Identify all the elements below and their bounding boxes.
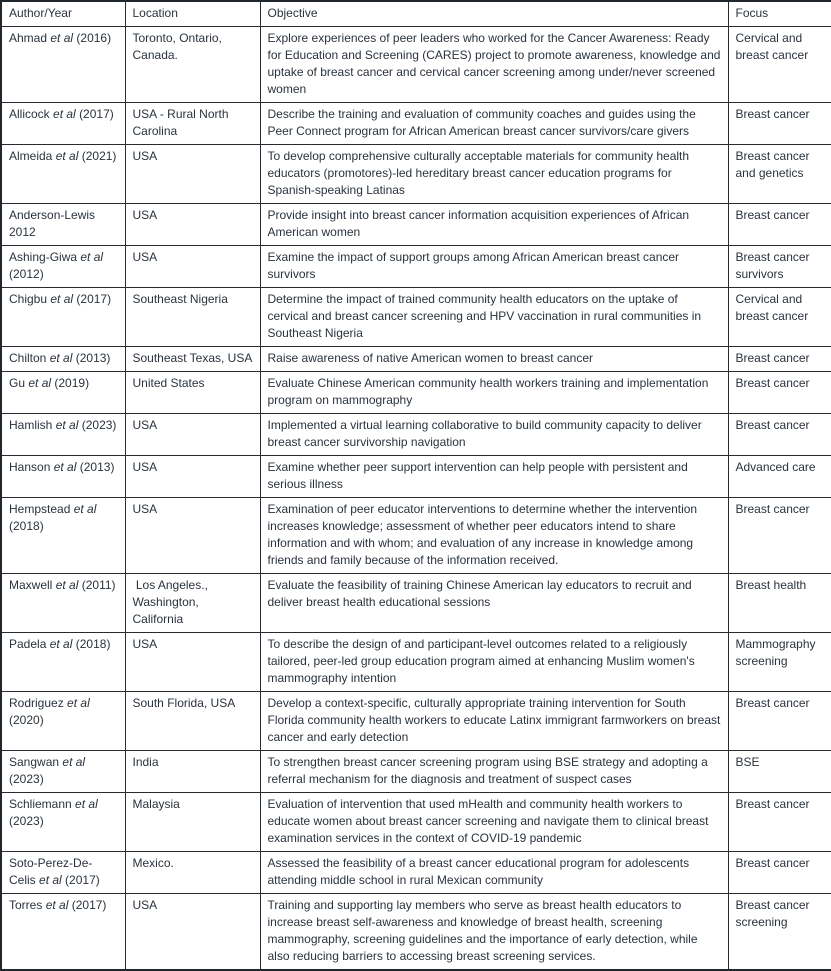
table-row xyxy=(1,246,831,288)
author-name: Hempstead xyxy=(9,502,71,516)
cell-objective: Raise awareness of native American women to breast cancer xyxy=(260,347,728,372)
cell-author xyxy=(1,498,125,574)
cell-objective: Evaluation of intervention that used mHealth and community health workers to educate women about breast cancer screening and navigate them to clinical breast examination services in the context of COVID-19 pandemic xyxy=(260,793,728,852)
cell-location: USA - Rural North Carolina xyxy=(125,103,260,145)
cell-location: USA xyxy=(125,498,260,574)
cell-focus: BSE xyxy=(728,751,831,793)
author-etal: et al xyxy=(55,149,79,163)
cell-objective: Assessed the feasibility of a breast cancer educational program for adolescents attending middle school in rural Mexican community xyxy=(260,852,728,894)
cell-location: Malaysia xyxy=(125,793,260,852)
author-name: Torres xyxy=(9,898,43,912)
table-row xyxy=(1,27,831,103)
author-name: Hanson xyxy=(9,460,51,474)
cell-objective: Examine the impact of support groups among African American breast cancer survivors xyxy=(260,246,728,288)
author-year: (2017) xyxy=(71,898,107,912)
cell-author xyxy=(1,372,125,414)
author-etal: et al xyxy=(39,873,62,887)
table-row xyxy=(1,498,831,574)
cell-location: USA xyxy=(125,246,260,288)
author-etal: et al xyxy=(49,637,73,651)
author-etal: et al xyxy=(80,250,104,264)
cell-objective: Implemented a virtual learning collaborative to build community capacity to deliver breast cancer survivorship navigation xyxy=(260,414,728,456)
cell-location: India xyxy=(125,751,260,793)
cell-author xyxy=(1,633,125,692)
column-header-author-year: Author/Year xyxy=(1,1,125,27)
cell-objective: To strengthen breast cancer screening program using BSE strategy and adopting a referral mechanism for the diagnosis and treatment of suspect cases xyxy=(260,751,728,793)
cell-author xyxy=(1,692,125,751)
cell-location: USA xyxy=(125,145,260,204)
author-name: Chigbu xyxy=(9,292,48,306)
cell-author xyxy=(1,145,125,204)
table-row xyxy=(1,145,831,204)
cell-objective: Evaluate the feasibility of training Chinese American lay educators to recruit and deliver breast health educational sessions xyxy=(260,574,728,633)
author-etal: et al xyxy=(50,31,74,45)
author-year: (2021) xyxy=(81,149,117,163)
table-row xyxy=(1,414,831,456)
author-year: (2023) xyxy=(9,772,44,786)
cell-author xyxy=(1,574,125,633)
table-body xyxy=(1,27,831,971)
cell-author xyxy=(1,894,125,971)
cell-location: United States xyxy=(125,372,260,414)
cell-objective: To develop comprehensive culturally acceptable materials for community health educators (promotores)-led hereditary breast cancer education programs for Spanish-speaking Latinas xyxy=(260,145,728,204)
table-row xyxy=(1,852,831,894)
author-year: (2019) xyxy=(54,376,90,390)
cell-focus: Breast cancer screening xyxy=(728,894,831,971)
cell-author xyxy=(1,204,125,246)
author-etal: et al xyxy=(55,418,79,432)
author-name: Schliemann xyxy=(9,797,72,811)
cell-objective: Evaluate Chinese American community health workers training and implementation program on mammography xyxy=(260,372,728,414)
author-name: Padela xyxy=(9,637,47,651)
cell-focus: Breast cancer xyxy=(728,414,831,456)
author-etal: et al xyxy=(53,460,77,474)
author-etal: et al xyxy=(62,755,86,769)
cell-location: Southeast Texas, USA xyxy=(125,347,260,372)
author-etal: et al xyxy=(53,107,76,121)
cell-author xyxy=(1,246,125,288)
author-name: Soto-Perez-De-Celis xyxy=(9,856,93,887)
author-year: (2013) xyxy=(75,351,111,365)
cell-focus: Breast cancer xyxy=(728,103,831,145)
cell-author xyxy=(1,456,125,498)
author-year: (2018) xyxy=(9,519,44,533)
table-row xyxy=(1,372,831,414)
column-header-focus: Focus xyxy=(728,1,831,27)
cell-objective: Develop a context-specific, culturally appropriate training intervention for South Florida community health workers to educate Latinx immigrant farmworkers on breast cancer and early detection xyxy=(260,692,728,751)
author-name: Anderson-Lewis 2012 xyxy=(9,208,96,239)
cell-objective: Training and supporting lay members who serve as breast health educators to increase breast self-awareness and knowledge of breast health, screening mammography, screening guidelines and the importance of early detection, while also reducing barriers to accessing breast screening services. xyxy=(260,894,728,971)
table-row xyxy=(1,288,831,347)
cell-focus: Breast cancer and genetics xyxy=(728,145,831,204)
cell-focus: Mammography screening xyxy=(728,633,831,692)
author-name: Sangwan xyxy=(9,755,60,769)
cell-location: South Florida, USA xyxy=(125,692,260,751)
cell-focus: Breast cancer xyxy=(728,204,831,246)
cell-focus: Breast cancer xyxy=(728,852,831,894)
cell-location: USA xyxy=(125,414,260,456)
table-row xyxy=(1,347,831,372)
author-name: Gu xyxy=(9,376,26,390)
author-year: (2011) xyxy=(81,578,116,592)
author-name: Almeida xyxy=(9,149,53,163)
cell-focus: Breast cancer xyxy=(728,347,831,372)
table-row xyxy=(1,574,831,633)
cell-objective: Explore experiences of peer leaders who worked for the Cancer Awareness: Ready for Education and Screening (CARES) project to promote awareness, knowledge and uptake of breast cancer and cervical cancer screening among under/never screened women xyxy=(260,27,728,103)
cell-objective: Examine whether peer support intervention can help people with persistent and serious illness xyxy=(260,456,728,498)
table-row xyxy=(1,456,831,498)
author-name: Maxwell xyxy=(9,578,53,592)
author-etal: et al xyxy=(55,578,79,592)
author-etal: et al xyxy=(49,351,73,365)
author-year: (2018) xyxy=(75,637,111,651)
cell-location: Los Angeles., Washington, California xyxy=(125,574,260,633)
cell-author xyxy=(1,347,125,372)
author-etal: et al xyxy=(50,292,74,306)
author-year: (2012) xyxy=(9,267,44,281)
cell-objective: Describe the training and evaluation of community coaches and guides using the Peer Connect program for African American breast cancer survivors/care givers xyxy=(260,103,728,145)
author-name: Chilton xyxy=(9,351,47,365)
author-etal: et al xyxy=(28,376,52,390)
cell-focus: Breast health xyxy=(728,574,831,633)
table-row xyxy=(1,204,831,246)
author-name: Rodriguez xyxy=(9,696,64,710)
author-etal: et al xyxy=(73,502,97,516)
cell-objective: Examination of peer educator interventions to determine whether the intervention increases knowledge; assessment of whether peer educators intend to share information and with whom; and evaluation of any increase in knowledge among friends and family because of the information received. xyxy=(260,498,728,574)
author-name: Ahmad xyxy=(9,31,48,45)
cell-location: Southeast Nigeria xyxy=(125,288,260,347)
cell-location: Toronto, Ontario, Canada. xyxy=(125,27,260,103)
cell-focus: Cervical and breast cancer xyxy=(728,27,831,103)
cell-objective: Provide insight into breast cancer information acquisition experiences of African American women xyxy=(260,204,728,246)
cell-author xyxy=(1,27,125,103)
table-row xyxy=(1,633,831,692)
cell-location: USA xyxy=(125,456,260,498)
author-year: (2023) xyxy=(81,418,117,432)
author-year: (2020) xyxy=(9,713,44,727)
cell-author xyxy=(1,414,125,456)
author-year: (2017) xyxy=(65,873,100,887)
cell-objective: Determine the impact of trained community health educators on the uptake of cervical and breast cancer screening and HPV vaccination in rural communities in Southeast Nigeria xyxy=(260,288,728,347)
author-year: (2017) xyxy=(76,292,112,306)
author-year: (2017) xyxy=(79,107,114,121)
author-etal: et al xyxy=(67,696,90,710)
cell-location: USA xyxy=(125,894,260,971)
column-header-location: Location xyxy=(125,1,260,27)
author-name: Allicock xyxy=(9,107,50,121)
cell-author xyxy=(1,793,125,852)
author-etal: et al xyxy=(45,898,69,912)
cell-location: Mexico. xyxy=(125,852,260,894)
cell-author xyxy=(1,852,125,894)
column-header-objective: Objective xyxy=(260,1,728,27)
table-row xyxy=(1,793,831,852)
cell-focus: Breast cancer xyxy=(728,793,831,852)
cell-focus: Breast cancer survivors xyxy=(728,246,831,288)
table-row xyxy=(1,692,831,751)
cell-objective: To describe the design of and participant-level outcomes related to a religiously tailored, peer-led group education program aimed at enhancing Muslim women's mammography intention xyxy=(260,633,728,692)
cell-focus: Breast cancer xyxy=(728,498,831,574)
cell-focus: Advanced care xyxy=(728,456,831,498)
cell-location: USA xyxy=(125,204,260,246)
author-year: (2013) xyxy=(79,460,115,474)
cell-location: USA xyxy=(125,633,260,692)
cell-focus: Cervical and breast cancer xyxy=(728,288,831,347)
author-year: (2016) xyxy=(76,31,112,45)
author-etal: et al xyxy=(75,797,98,811)
table-row xyxy=(1,894,831,971)
table-row xyxy=(1,751,831,793)
cell-author xyxy=(1,288,125,347)
author-name: Hamlish xyxy=(9,418,53,432)
cell-author xyxy=(1,751,125,793)
header-row xyxy=(1,1,831,27)
cell-author xyxy=(1,103,125,145)
cell-focus: Breast cancer xyxy=(728,692,831,751)
author-name: Ashing-Giwa xyxy=(9,250,78,264)
cell-focus: Breast cancer xyxy=(728,372,831,414)
author-year: (2023) xyxy=(9,814,44,828)
table-row xyxy=(1,103,831,145)
